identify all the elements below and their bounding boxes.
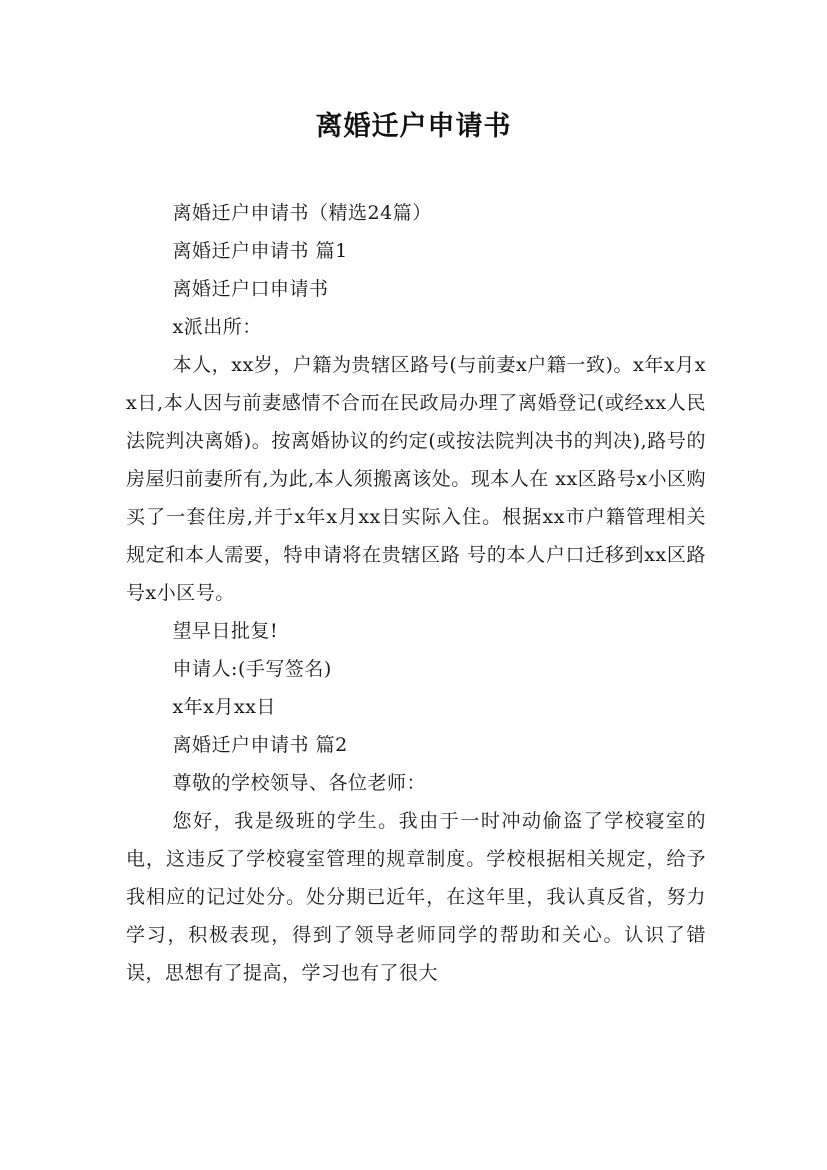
- addressee-line: x派出所：: [172, 316, 262, 338]
- signature-line: 申请人:(手写签名): [172, 658, 332, 680]
- closing-line: 望早日批复!: [172, 620, 279, 642]
- subtitle-paragraph: 离婚迁户申请书（精选24篇）: [172, 202, 432, 224]
- section-heading-1: 离婚迁户申请书 篇1: [172, 240, 348, 262]
- section-heading-2: 离婚迁户申请书 篇2: [172, 734, 348, 756]
- letter-heading: 离婚迁户口申请书: [172, 278, 329, 300]
- document-title: 离婚迁户申请书: [315, 111, 512, 142]
- greeting-line: 尊敬的学校领导、各位老师：: [172, 772, 427, 794]
- document-body: [126, 194, 706, 992]
- body-paragraph: 本人，xx岁，户籍为贵辖区路号(与前妻x户籍一致)。x年x月xx日,本人因与前妻感情不合而在民政局办理了离婚登记(或经xx人民法院判决离婚)。按离婚协议的约定(或按法院判决书的判决),路号的房屋归前妻所有,为此,本人须搬离该处。现本人在 xx区路号x小区购买了一套住房,并于x年x月xx日实际入住。根据xx市户籍管理相关规定和本人需要，特申请将在贵辖区路 号的本人户口迁移到xx区路号x小区号。: [126, 354, 706, 604]
- body-paragraph: 您好，我是级班的学生。我由于一时冲动偷盗了学校寝室的电，这违反了学校寝室管理的规章制度。学校根据相关规定，给予我相应的记过处分。处分期已近年，在这年里，我认真反省，努力学习，积极表现，得到了领导老师同学的帮助和关心。认识了错误，思想有了提高，学习也有了很大: [126, 810, 706, 984]
- date-line: x年x月xx日: [172, 696, 276, 718]
